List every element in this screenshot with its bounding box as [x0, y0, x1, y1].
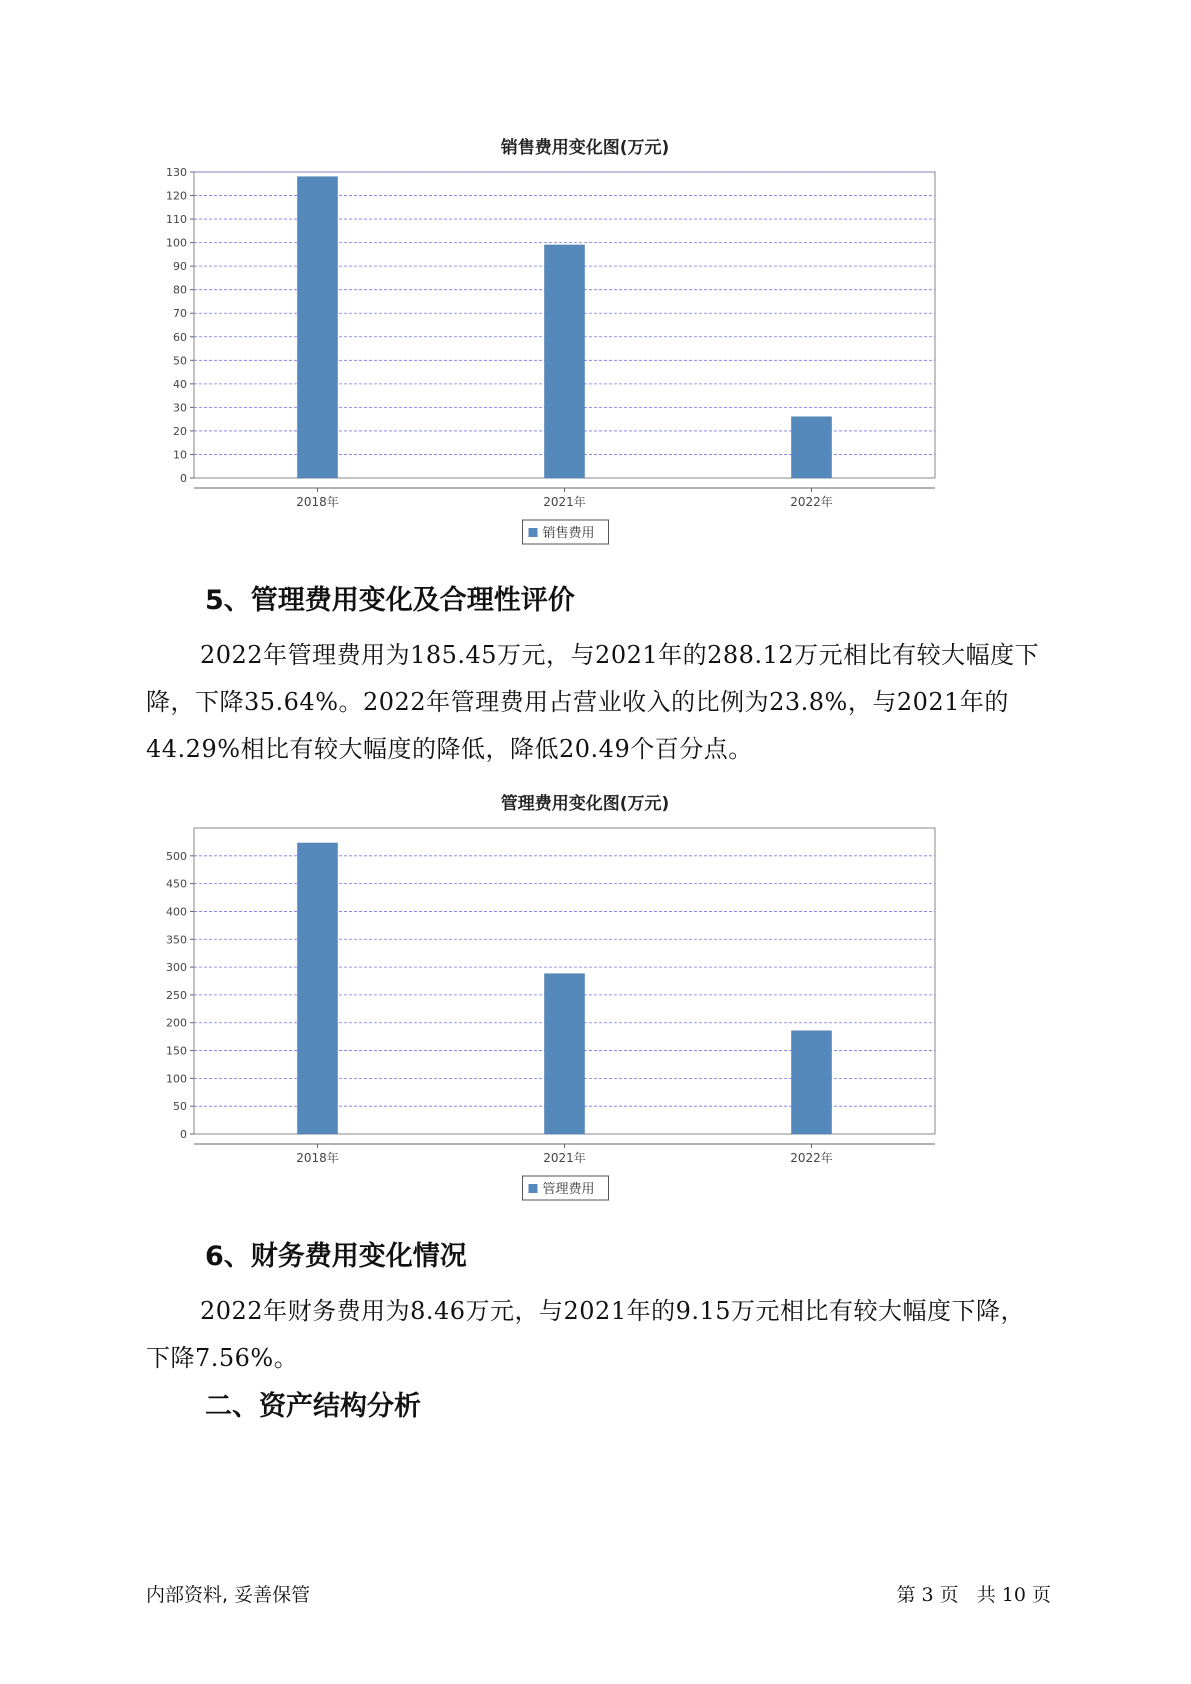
legend	[523, 1176, 609, 1200]
legend-swatch	[529, 528, 538, 537]
y-tick-label: 0	[180, 1128, 187, 1141]
bar	[792, 1031, 832, 1134]
x-tick-label: 2021年	[543, 495, 586, 509]
y-tick-label: 450	[166, 877, 187, 891]
section-6-heading: 6、财务费用变化情况	[205, 1241, 467, 1272]
y-tick-label: 120	[166, 189, 187, 203]
y-tick-label: 50	[173, 1100, 187, 1114]
legend-swatch	[529, 1184, 538, 1193]
y-tick-label: 350	[166, 933, 187, 947]
y-tick-label: 80	[173, 283, 187, 297]
chart-title: 销售费用变化图(万元)	[500, 138, 670, 158]
y-tick-label: 150	[166, 1044, 187, 1058]
y-tick-label: 100	[166, 1072, 187, 1086]
chart-svg	[150, 128, 1020, 548]
y-tick-label: 90	[173, 260, 187, 274]
legend	[523, 520, 609, 544]
footer-page-number: 第 3 页 共 10 页	[896, 1584, 1051, 1606]
x-tick-label: 2021年	[543, 1151, 586, 1165]
y-tick-label: 500	[166, 849, 187, 863]
section-6-paragraph: 2022年财务费用为8.46万元，与2021年的9.15万元相比有较大幅度下降，下降7.56%。	[146, 1297, 1026, 1372]
x-tick-label: 2022年	[790, 495, 833, 509]
chart-title: 管理费用变化图(万元)	[500, 794, 670, 814]
sales-expense-chart	[150, 128, 1020, 548]
y-tick-label: 200	[166, 1016, 187, 1030]
y-tick-label: 50	[173, 354, 187, 368]
y-tick-label: 250	[166, 988, 187, 1002]
legend-label: 管理费用	[542, 1182, 595, 1197]
section-5-paragraph: 2022年管理费用为185.45万元，与2021年的288.12万元相比有较大幅度下降，下降35.64%。2022年管理费用占营业收入的比例为23.8%，与2021年的44.29%相比有较大幅度的降低，降低20.49个百分点。	[146, 641, 1040, 763]
y-tick-label: 110	[166, 213, 187, 227]
admin-expense-chart	[150, 784, 1020, 1204]
bar	[545, 974, 585, 1134]
bar	[792, 417, 832, 478]
y-tick-label: 60	[173, 330, 187, 344]
section-5-heading: 5、管理费用变化及合理性评价	[205, 585, 575, 616]
y-tick-label: 10	[173, 448, 187, 462]
y-tick-label: 20	[173, 424, 187, 438]
bar	[298, 177, 338, 478]
y-tick-label: 100	[166, 236, 187, 250]
bar	[298, 843, 338, 1134]
legend-label: 销售费用	[542, 526, 595, 541]
y-tick-label: 70	[173, 307, 187, 321]
y-tick-label: 300	[166, 961, 187, 975]
asset-structure-heading: 二、资产结构分析	[205, 1391, 421, 1422]
x-tick-label: 2018年	[296, 1151, 339, 1165]
x-tick-label: 2022年	[790, 1151, 833, 1165]
y-tick-label: 130	[166, 166, 187, 179]
chart-svg	[150, 784, 1020, 1204]
y-tick-label: 400	[166, 905, 187, 919]
x-tick-label: 2018年	[296, 495, 339, 509]
y-tick-label: 40	[173, 377, 187, 391]
y-tick-label: 30	[173, 401, 187, 415]
y-tick-label: 0	[180, 472, 187, 485]
footer-confidential-note: 内部资料, 妥善保管	[146, 1584, 311, 1606]
bar	[545, 245, 585, 478]
